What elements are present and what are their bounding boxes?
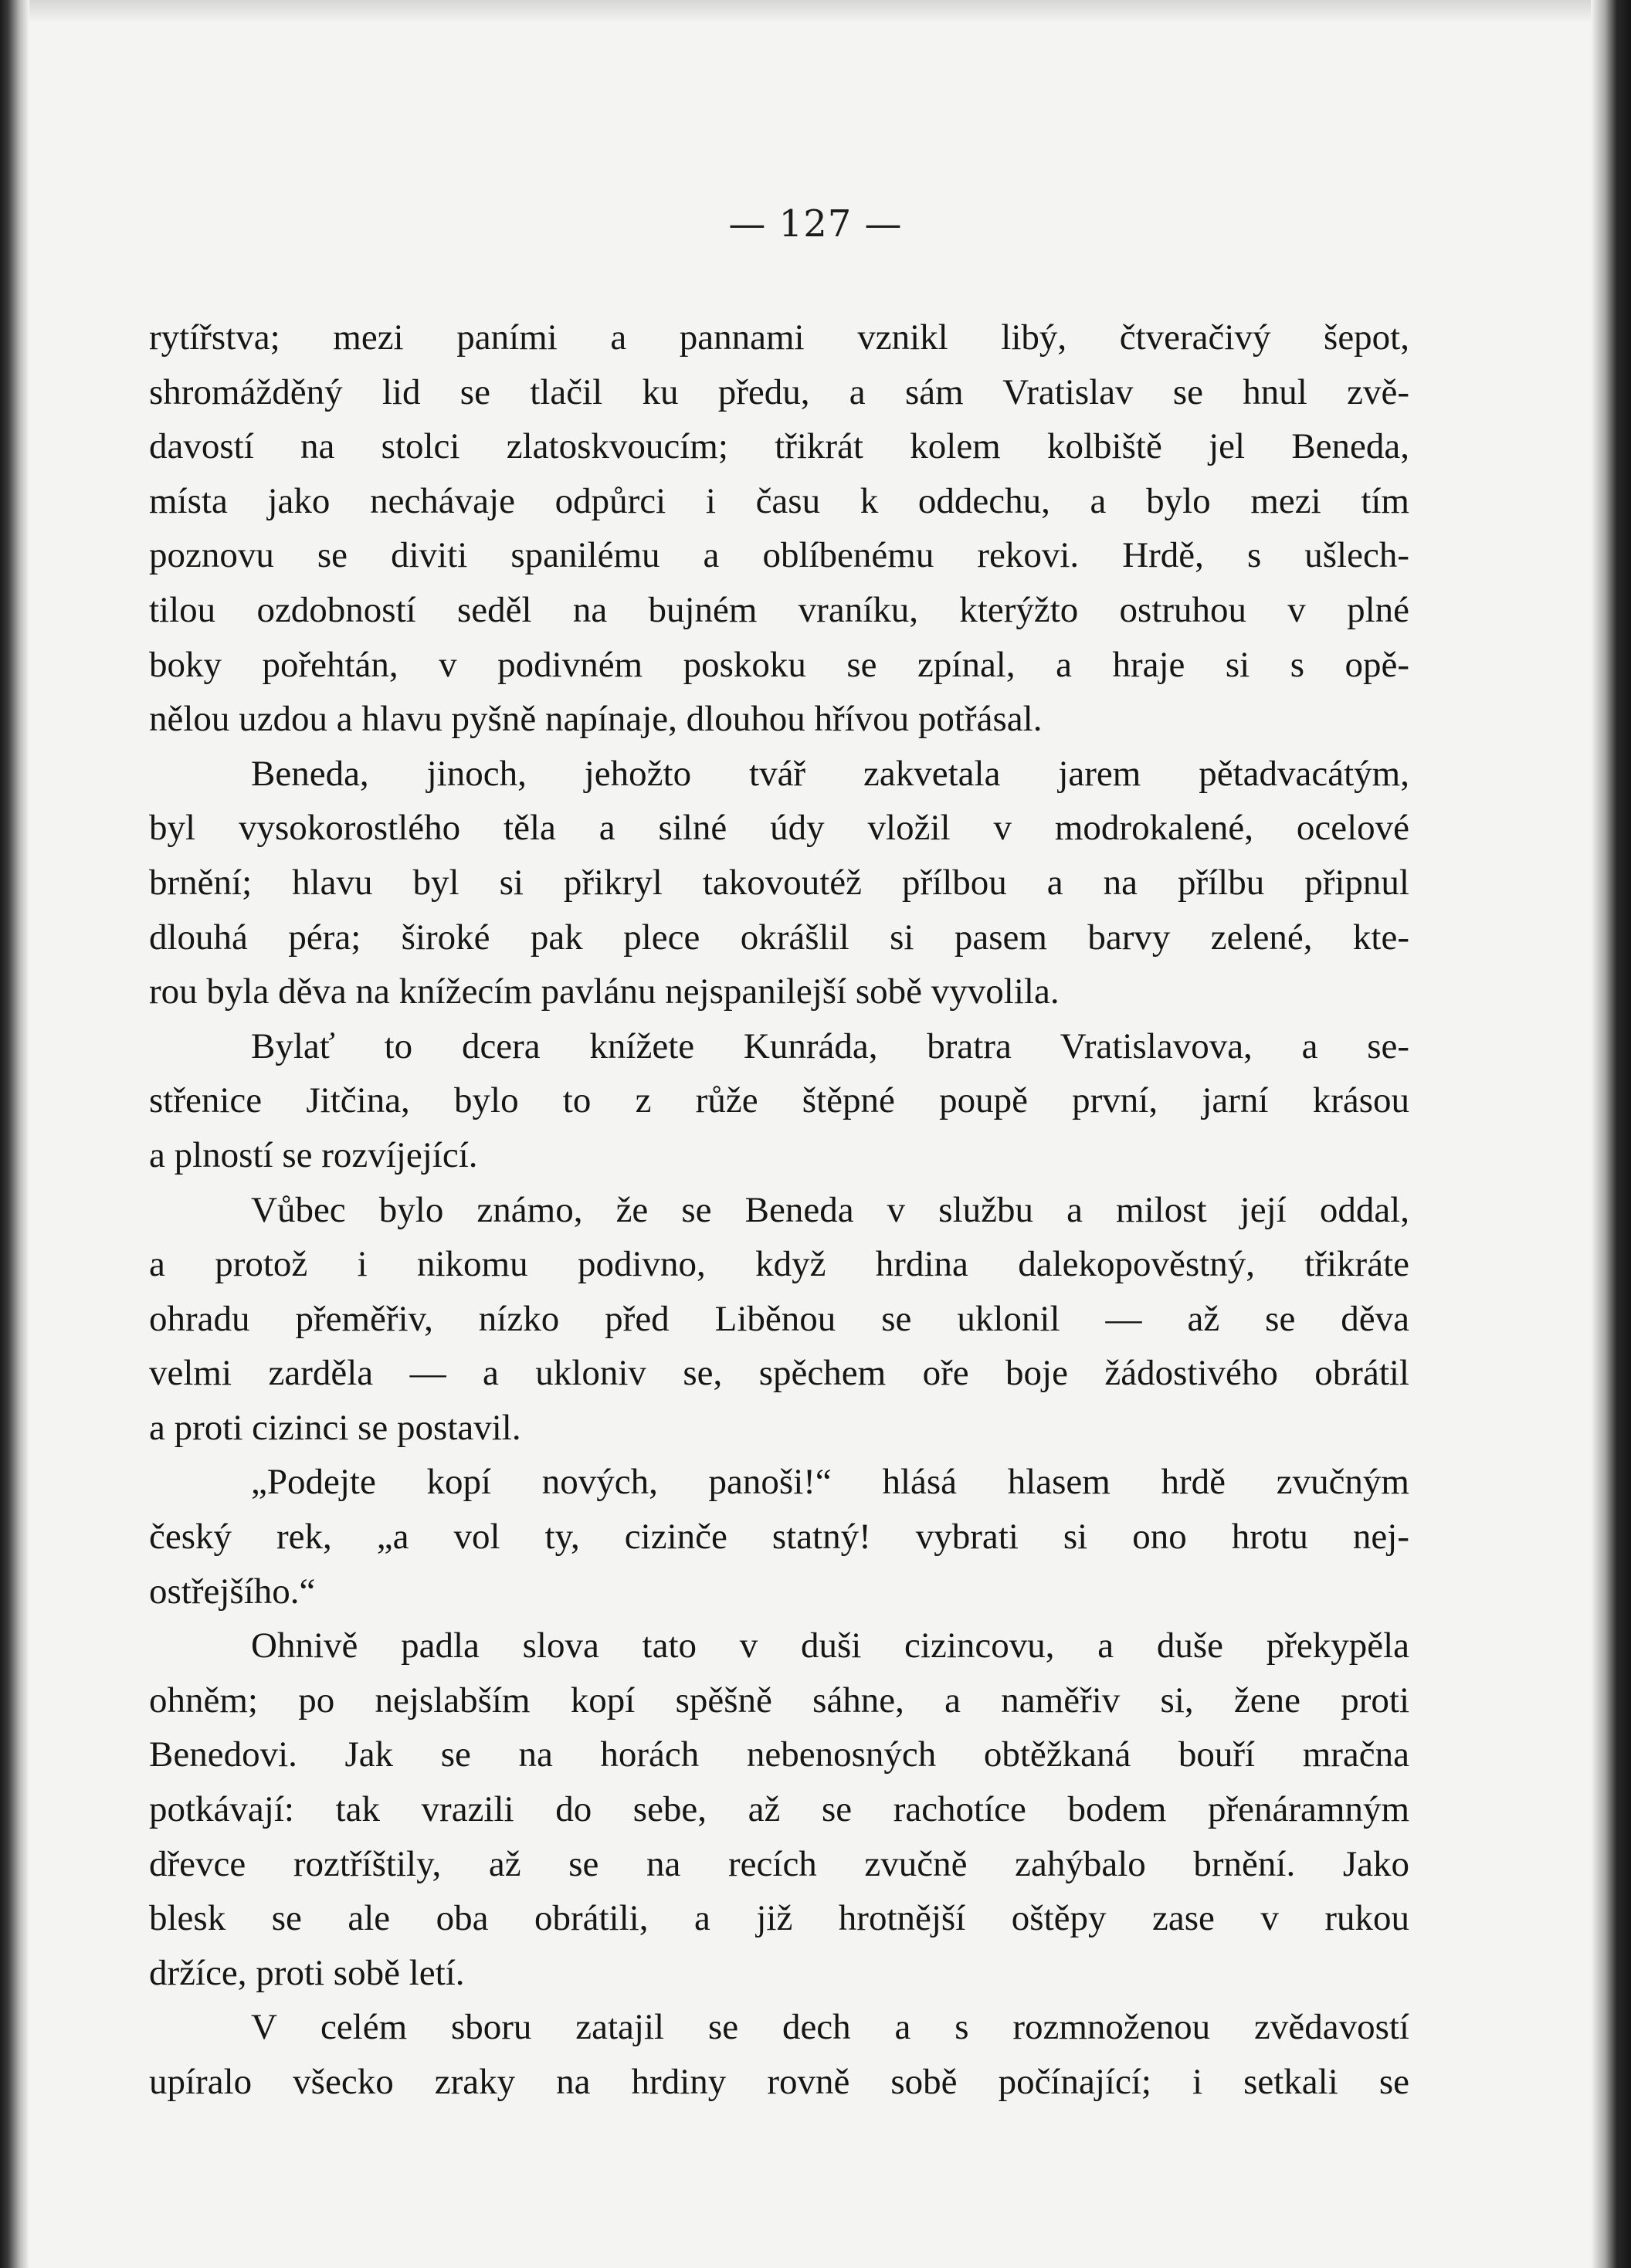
text-line: potkávají: tak vrazili do sebe, až se rachotíce bodem přenáramným: [149, 1789, 1409, 1830]
text-line: český rek, „a vol ty, cizinče statný! vybrati si ono hrotu nej-: [149, 1517, 1409, 1558]
text-line: tilou ozdobností seděl na bujném vraníku, kterýžto ostruhou v plné: [149, 589, 1409, 630]
text-line: střenice Jitčina, bylo to z růže štěpné poupě první, jarní krásou: [149, 1080, 1409, 1121]
page-number: — 127 —: [728, 202, 903, 246]
text-line: ohradu přeměřiv, nízko před Liběnou se uklonil — až se děva: [149, 1298, 1409, 1339]
text-line: upíralo všecko zraky na hrdiny rovně sobě počínající; i setkali se: [149, 2062, 1409, 2102]
text-line: nělou uzdou a hlavu pyšně napínaje, dlouhou hřívou potřásal.: [149, 699, 1043, 740]
text-line: Vůbec bylo známo, že se Beneda v službu a milost její oddal,: [251, 1189, 1409, 1230]
text-line: rou byla děva na knížecím pavlánu nejspanilejší sobě vyvolila.: [149, 971, 1060, 1012]
body-text: [149, 310, 1409, 2110]
text-line: V celém sboru zatajil se dech a s rozmnoženou zvědavostí: [251, 2007, 1409, 2048]
text-line: rytířstva; mezi paními a pannami vznikl libý, čtveračivý šepot,: [149, 317, 1409, 358]
text-line: velmi zarděla — a ukloniv se, spěchem oře boje žádostivého obrátil: [149, 1353, 1409, 1394]
text-line: Ohnivě padla slova tato v duši cizincovu, a duše překypěla: [251, 1626, 1409, 1666]
text-line: ostřejšího.“: [149, 1571, 316, 1612]
binding-edge-left: [0, 0, 29, 2268]
text-line: držíce, proti sobě letí.: [149, 1952, 465, 1993]
text-line: Beneda, jinoch, jehožto tvář zakvetala jarem pětadvacátým,: [251, 753, 1409, 794]
text-line: brnění; hlavu byl si přikryl takovoutéž přílbou a na přílbu připnul: [149, 862, 1409, 903]
text-line: davostí na stolci zlatoskvoucím; třikrát kolem kolbiště jel Beneda,: [149, 426, 1409, 467]
text-line: dřevce roztříštily, až se na recích zvučně zahýbalo brnění. Jako: [149, 1843, 1409, 1884]
text-line: a proti cizinci se postavil.: [149, 1407, 521, 1448]
text-line: „Podejte kopí nových, panoši!“ hlásá hlasem hrdě zvučným: [251, 1462, 1409, 1503]
page-top-shadow: [0, 0, 1631, 23]
text-line: místa jako nechávaje odpůrci i času k oddechu, a bylo mezi tím: [149, 480, 1409, 521]
text-line: Benedovi. Jak se na horách nebenosných obtěžkaná bouří mračna: [149, 1734, 1409, 1775]
text-line: ohněm; po nejslabším kopí spěšně sáhne, a naměřiv si, žene proti: [149, 1680, 1409, 1720]
text-line: blesk se ale oba obrátili, a již hrotnější oštěpy zase v rukou: [149, 1898, 1409, 1939]
text-line: a plností se rozvíjející.: [149, 1134, 478, 1175]
text-line: Bylať to dcera knížete Kunráda, bratra Vratislavova, a se-: [251, 1026, 1409, 1066]
text-line: dlouhá péra; široké pak plece okrášlil si pasem barvy zelené, kte-: [149, 917, 1409, 958]
text-line: poznovu se diviti spanilému a oblíbenému rekovi. Hrdě, s ušlech-: [149, 535, 1409, 576]
text-line: byl vysokorostlého těla a silné údy vložil v modrokalené, ocelové: [149, 808, 1409, 849]
text-line: boky pořehtán, v podivném poskoku se zpínal, a hraje si s opě-: [149, 644, 1409, 685]
text-line: shromážděný lid se tlačil ku předu, a sám Vratislav se hnul zvě-: [149, 371, 1409, 412]
page-edge-right: [1591, 0, 1631, 2268]
text-line: a protož i nikomu podivno, když hrdina dalekopověstný, třikráte: [149, 1244, 1409, 1285]
